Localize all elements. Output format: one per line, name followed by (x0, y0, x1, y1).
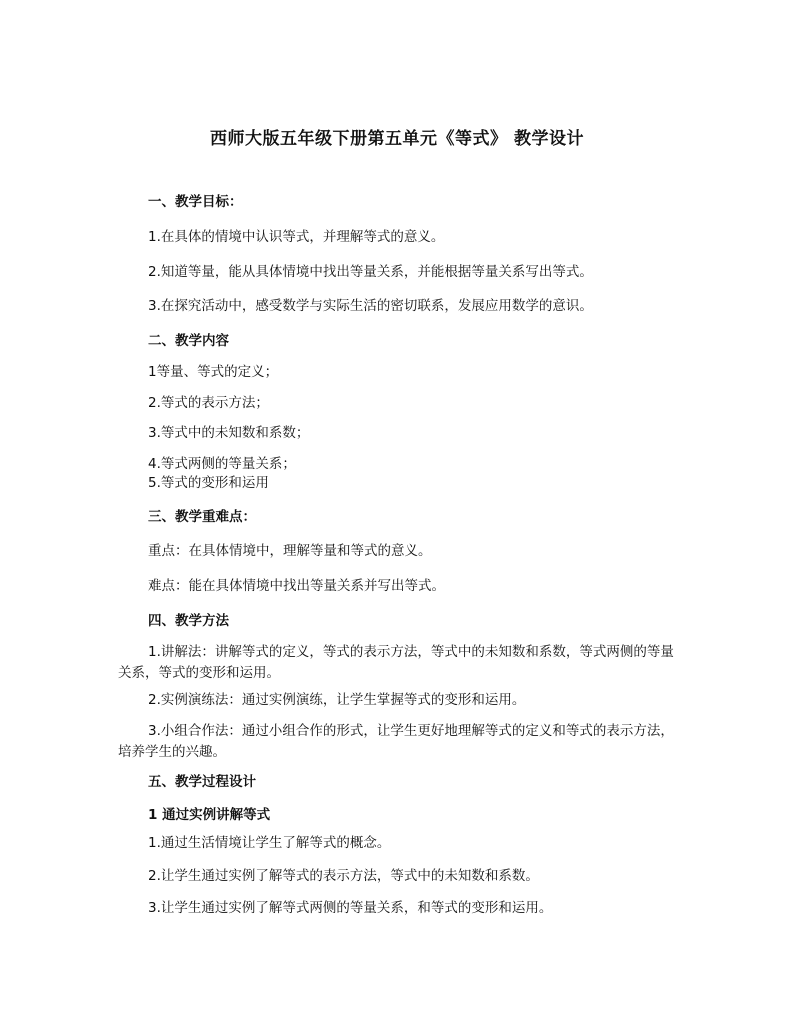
content-item-3: 3.等式中的未知数和系数； (148, 425, 310, 441)
section-heading-content: 二、教学内容 (148, 333, 229, 349)
content-item-4: 4.等式两侧的等量关系； (148, 456, 296, 472)
objective-item-1: 1.在具体的情境中认识等式，并理解等式的意义。 (148, 229, 445, 245)
objective-item-3: 3.在探究活动中，感受数学与实际生活的密切联系，发展应用数学的意识。 (148, 298, 593, 314)
content-item-5: 5.等式的变形和运用 (148, 475, 269, 491)
content-item-2: 2.等式的表示方法； (148, 395, 269, 411)
objective-item-2: 2.知道等量，能从具体情境中找出等量关系，并能根据等量关系写出等式。 (148, 264, 593, 280)
process-item-2: 2.让学生通过实例了解等式的表示方法，等式中的未知数和系数。 (148, 868, 539, 884)
key-point-item: 重点：在具体情境中，理解等量和等式的意义。 (148, 543, 432, 559)
section-heading-key-points: 三、教学重难点： (148, 509, 256, 525)
content-item-1: 1等量、等式的定义； (148, 364, 279, 380)
method-item-3: 3.小组合作法：通过小组合作的形式，让学生更好地理解等式的定义和等式的表示方法，培养学生的兴趣。 (118, 723, 674, 760)
section-heading-methods: 四、教学方法 (148, 613, 229, 629)
section-heading-process: 五、教学过程设计 (148, 774, 256, 790)
process-subheading: 1 通过实例讲解等式 (148, 807, 271, 823)
method-item-1: 1.讲解法：讲解等式的定义，等式的表示方法，等式中的未知数和系数，等式两侧的等量关系，等式的变形和运用。 (118, 644, 674, 681)
method-item-2: 2.实例演练法：通过实例演练，让学生掌握等式的变形和运用。 (148, 692, 526, 708)
process-item-3: 3.让学生通过实例了解等式两侧的等量关系，和等式的变形和运用。 (148, 900, 553, 916)
document-title: 西师大版五年级下册第五单元《等式》 教学设计 (210, 129, 584, 149)
process-item-1: 1.通过生活情境让学生了解等式的概念。 (148, 835, 391, 851)
difficult-point-item: 难点：能在具体情境中找出等量关系并写出等式。 (148, 578, 445, 594)
section-heading-objectives: 一、教学目标： (148, 194, 243, 210)
